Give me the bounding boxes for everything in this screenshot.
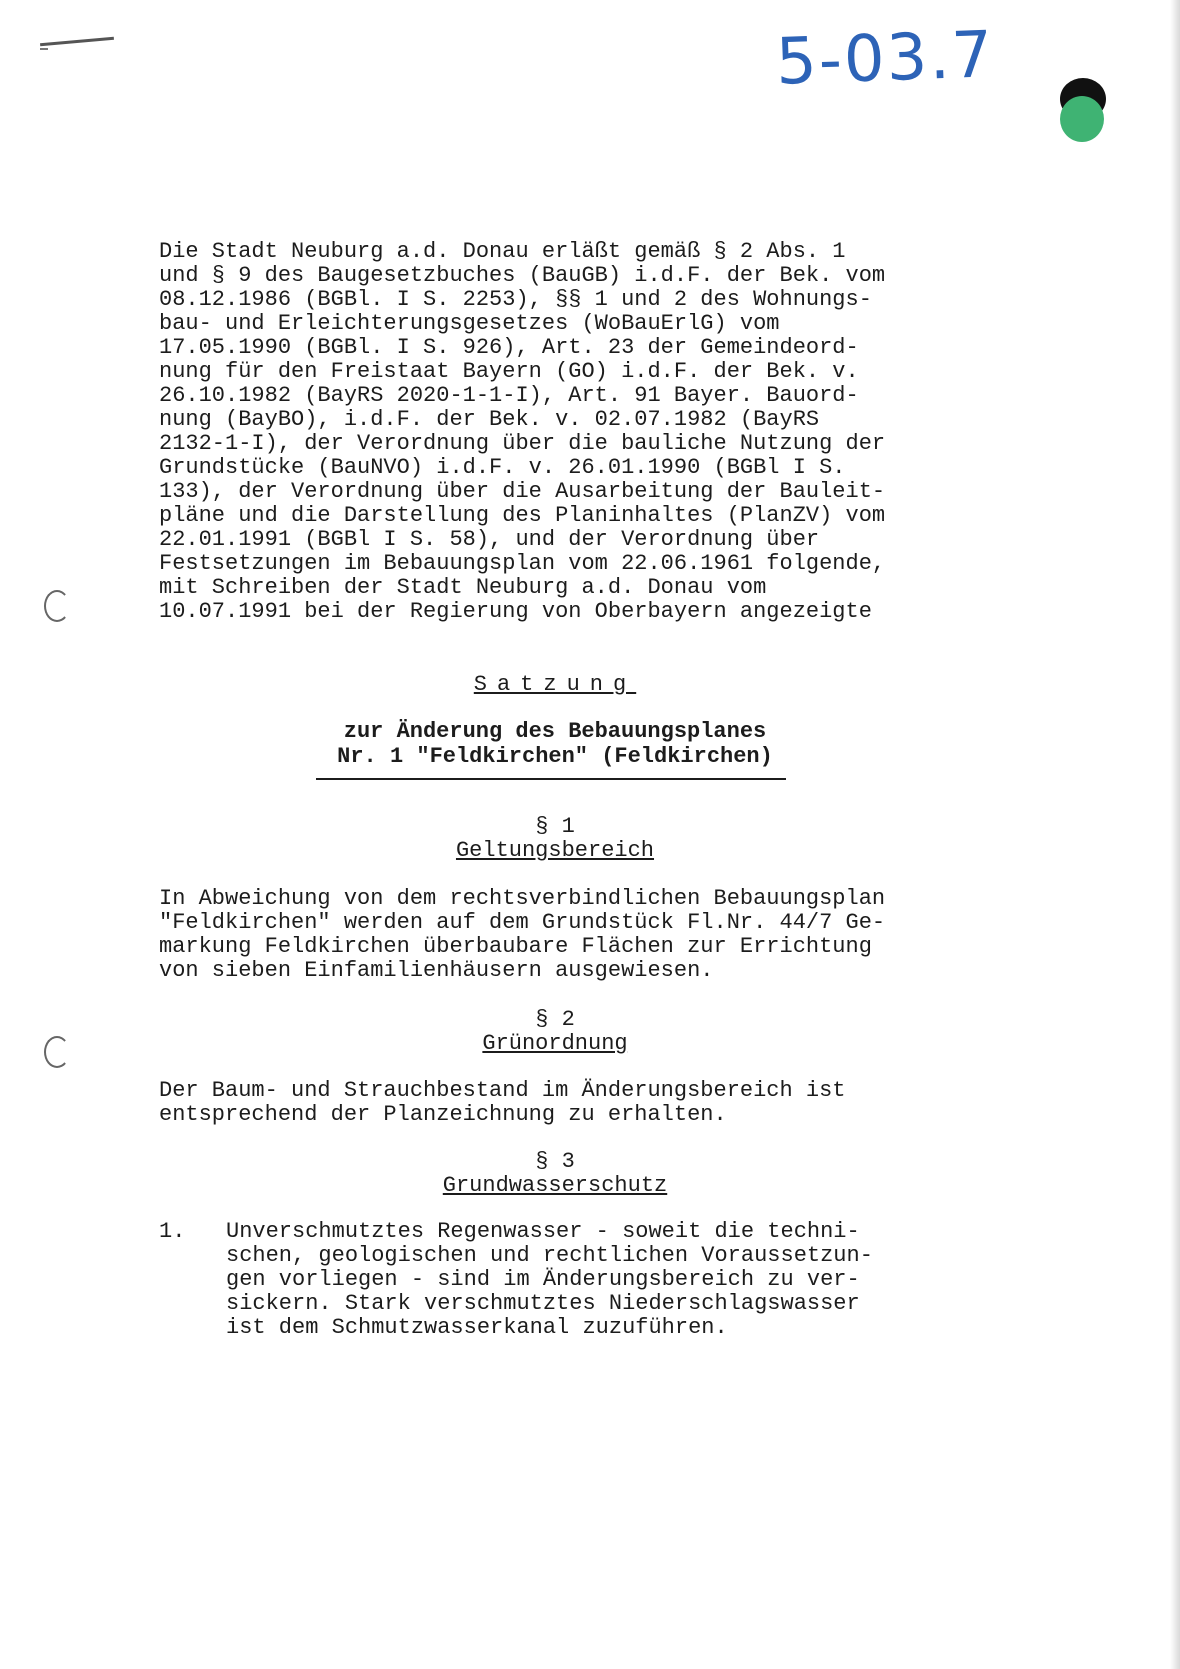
section-text-line: markung Feldkirchen überbaubare Flächen zur Errichtung bbox=[159, 934, 872, 959]
preamble-line: 08.12.1986 (BGBl. I S. 2253), §§ 1 und 2 des Wohnungs- bbox=[159, 287, 872, 312]
preamble-line: 17.05.1990 (BGBl. I S. 926), Art. 23 der Gemeindeord- bbox=[159, 335, 859, 360]
section-text-line: von sieben Einfamilienhäusern ausgewiesen. bbox=[159, 958, 714, 983]
pen-stroke-mark bbox=[40, 37, 114, 46]
preamble-line: bau- und Erleichterungsgesetzes (WoBauErlG) vom bbox=[159, 311, 780, 336]
list-item-line: schen, geologischen und rechtlichen Voraussetzun- bbox=[226, 1243, 873, 1268]
document-subtitle-line: zur Änderung des Bebauungsplanes bbox=[343, 719, 767, 744]
section-text-line: entsprechend der Planzeichnung zu erhalten. bbox=[159, 1102, 727, 1127]
section-heading: Grünordnung bbox=[482, 1031, 628, 1056]
preamble-line: 2132-1-I), der Verordnung über die bauliche Nutzung der bbox=[159, 431, 886, 456]
green-marker-dot bbox=[1060, 96, 1104, 142]
preamble-line: 133), der Verordnung über die Ausarbeitung der Bauleit- bbox=[159, 479, 886, 504]
preamble-line: Grundstücke (BauNVO) i.d.F. v. 26.01.1990 (BGBl I S. bbox=[159, 455, 846, 480]
section-number: § 2 bbox=[535, 1007, 575, 1032]
preamble-line: 26.10.1982 (BayRS 2020-1-1-I), Art. 91 Bayer. Bauord- bbox=[159, 383, 859, 408]
section-number: § 3 bbox=[535, 1149, 575, 1174]
list-item-line: Unverschmutztes Regenwasser - soweit die techni- bbox=[226, 1219, 860, 1244]
section-number: § 1 bbox=[535, 814, 575, 839]
section-text-line: "Feldkirchen" werden auf dem Grundstück Fl.Nr. 44/7 Ge- bbox=[159, 910, 886, 935]
punch-hole-mark bbox=[44, 590, 70, 622]
preamble-line: 10.07.1991 bei der Regierung von Oberbayern angezeigte bbox=[159, 599, 872, 624]
preamble-line: Die Stadt Neuburg a.d. Donau erläßt gemäß § 2 Abs. 1 bbox=[159, 239, 846, 264]
preamble-line: Festsetzungen im Bebauungsplan vom 22.06.1961 folgende, bbox=[159, 551, 886, 576]
section-text-line: In Abweichung von dem rechtsverbindlichen Bebauungsplan bbox=[159, 886, 886, 911]
list-item-line: sickern. Stark verschmutztes Niederschlagswasser bbox=[226, 1291, 860, 1316]
pen-stroke-dot bbox=[40, 48, 48, 50]
preamble-line: nung (BayBO), i.d.F. der Bek. v. 02.07.1982 (BayRS bbox=[159, 407, 820, 432]
preamble-line: pläne und die Darstellung des Planinhaltes (PlanZV) vom bbox=[159, 503, 886, 528]
title-rule bbox=[316, 778, 786, 780]
preamble-line: und § 9 des Baugesetzbuches (BauGB) i.d.F. der Bek. vom bbox=[159, 263, 886, 288]
list-item-line: ist dem Schmutzwasserkanal zuzuführen. bbox=[226, 1315, 728, 1340]
list-item-line: gen vorliegen - sind im Änderungsbereich zu ver- bbox=[226, 1267, 860, 1292]
preamble-line: mit Schreiben der Stadt Neuburg a.d. Donau vom bbox=[159, 575, 767, 600]
document-title: Satzung bbox=[473, 672, 637, 697]
section-heading: Grundwasserschutz bbox=[442, 1173, 668, 1198]
document-subtitle-line: Nr. 1 "Feldkirchen" (Feldkirchen) bbox=[337, 744, 773, 769]
preamble-line: nung für den Freistaat Bayern (GO) i.d.F. der Bek. v. bbox=[159, 359, 859, 384]
handwritten-reference-number: 5-03.7 bbox=[774, 18, 996, 100]
preamble-line: 22.01.1991 (BGBl I S. 58), und der Verordnung über bbox=[159, 527, 820, 552]
section-text-line: Der Baum- und Strauchbestand im Änderungsbereich ist bbox=[159, 1078, 846, 1103]
page-edge-shadow bbox=[1170, 0, 1180, 1669]
section-heading: Geltungsbereich bbox=[455, 838, 655, 863]
list-item-number: 1. bbox=[159, 1219, 186, 1244]
